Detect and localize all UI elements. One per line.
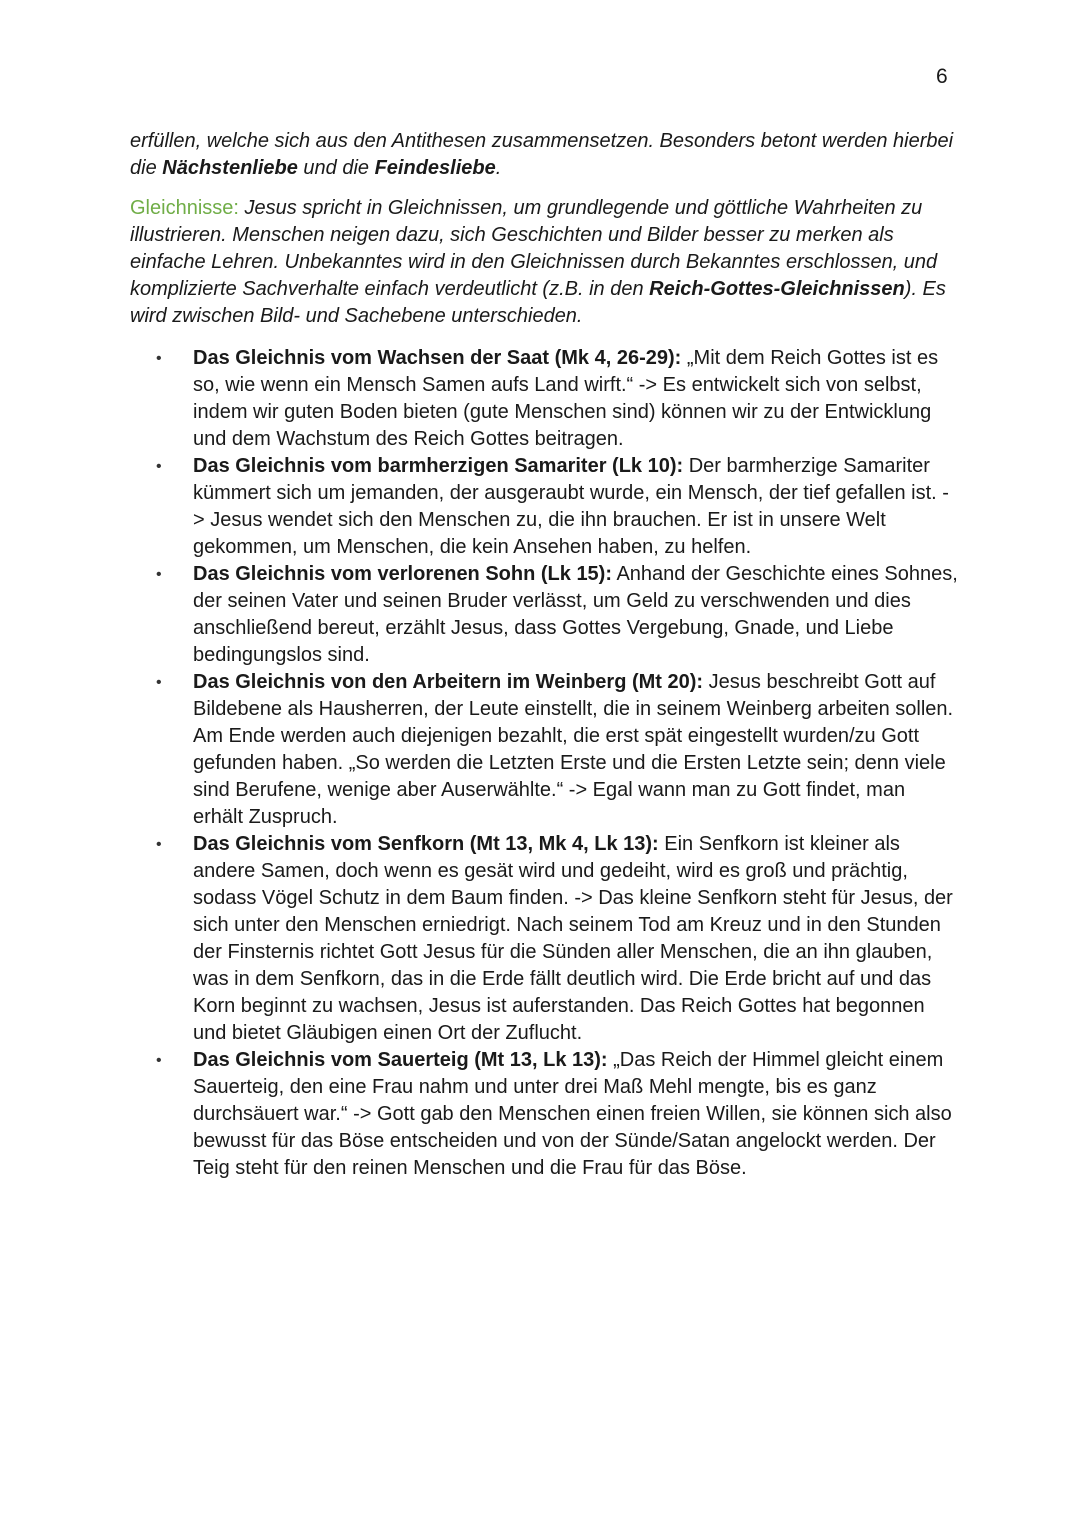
parable-title: Das Gleichnis vom Sauerteig (Mt 13, Lk 13): bbox=[193, 1049, 608, 1071]
parable-title: Das Gleichnis vom Senfkorn (Mt 13, Mk 4, Lk 13): bbox=[193, 833, 659, 855]
intro-paragraph bbox=[130, 128, 960, 182]
bullet-icon: • bbox=[156, 674, 162, 691]
parable-text: Ein Senfkorn ist kleiner als andere Samen, doch wenn es gesät wird und gedeiht, wird es groß und prächtig, sodass Vögel Schutz in dem Baum finden. -> Das kleine Senfkorn steht für Jesus, der sich unter den Menschen erniedrigt. Nach seinem Tod am Kreuz und in den Stunden der Finsternis richtet Gott Jesus für die Sünden aller Menschen, die an ihn glauben, was in dem Senfkorn, das in die Erde fällt deutlich wird. Die Erde bricht auf und das Korn beginnt zu wachsen, Jesus ist auferstanden. Das Reich Gottes hat begonnen und bietet Gläubigen einen Ort der Zuflucht. bbox=[193, 833, 953, 1044]
intro-text: erfüllen, welche sich aus den Antithesen zusammensetzen. Besonders betont werden hierbei die bbox=[130, 130, 954, 179]
parable-text: „Mit dem Reich Gottes ist es so, wie wenn ein Mensch Samen aufs Land wirft.“ -> Es entwickelt sich von selbst, indem wir guten Boden bieten (gute Menschen sind) können wir zu der Entwicklung und dem Wachstum des Reich Gottes beitragen. bbox=[193, 347, 939, 450]
list-item bbox=[130, 453, 960, 561]
list-item bbox=[130, 1047, 960, 1182]
intro-bold-feindesliebe: Feindesliebe bbox=[374, 157, 496, 179]
page-body bbox=[130, 128, 960, 1182]
intro-bold-naechstenliebe: Nächstenliebe bbox=[162, 157, 298, 179]
list-item bbox=[130, 345, 960, 453]
intro-text: und die bbox=[297, 157, 375, 179]
parable-text: Jesus beschreibt Gott auf Bildebene als Hausherren, der Leute einstellt, die in seinem Weinberg arbeiten sollen. Am Ende werden auch diejenigen bezahlt, die erst spät eingestellt wurden/zu Gott gefunden haben. „So werden die Letzten Erste und die Ersten Letzte sein; denn viele sind Berufene, wenige aber Auserwählte.“ -> Egal wann man zu Gott findet, man erhält Zuspruch. bbox=[193, 671, 954, 828]
bullet-icon: • bbox=[156, 1052, 162, 1069]
section-label: Gleichnisse: bbox=[130, 197, 239, 219]
bullet-icon: • bbox=[156, 566, 162, 583]
bullet-icon: • bbox=[156, 350, 162, 367]
parables-intro-text: ). Es wird zwischen Bild- und Sachebene unterschieden. bbox=[130, 278, 946, 327]
list-item bbox=[130, 561, 960, 669]
parables-list bbox=[130, 345, 960, 1182]
list-item bbox=[130, 669, 960, 831]
parables-intro-paragraph bbox=[130, 195, 960, 330]
parables-intro-text: Jesus spricht in Gleichnissen, um grundlegende und göttliche Wahrheiten zu illustrieren. Menschen neigen dazu, sich Geschichten und Bilder besser zu merken als einfache Lehren. Unbekanntes wird in den Gleichnissen durch Bekanntes erschlossen, und komplizierte Sachverhalte einfach verdeutlicht (z.B. in den bbox=[130, 197, 938, 300]
bullet-icon: • bbox=[156, 836, 162, 853]
intro-text: . bbox=[495, 157, 502, 179]
page-number: 6 bbox=[936, 65, 948, 88]
parable-text: Anhand der Geschichte eines Sohnes, der seinen Vater und seinen Bruder verlässt, um Geld zu verschwenden und dies anschließend bereut, erzählt Jesus, dass Gottes Vergebung, Gnade, und Liebe bedingungslos sind. bbox=[193, 563, 958, 666]
parable-title: Das Gleichnis vom Wachsen der Saat (Mk 4, 26-29): bbox=[193, 347, 682, 369]
parable-title: Das Gleichnis vom verlorenen Sohn (Lk 15): bbox=[193, 563, 613, 585]
list-item bbox=[130, 831, 960, 1047]
parables-intro-bold: Reich-Gottes-Gleichnissen bbox=[649, 278, 905, 300]
parable-text: Der barmherzige Samariter kümmert sich um jemanden, der ausgeraubt wurde, ein Mensch, der tief gefallen ist. -> Jesus wendet sich den Menschen zu, die ihn brauchen. Er ist in unsere Welt gekommen, um Menschen, die kein Ansehen haben, zu helfen. bbox=[193, 455, 949, 558]
parable-title: Das Gleichnis von den Arbeitern im Weinberg (Mt 20): bbox=[193, 671, 704, 693]
parable-text: „Das Reich der Himmel gleicht einem Sauerteig, den eine Frau nahm und unter drei Maß Mehl mengte, bis es ganz durchsäuert war.“ -> Gott gab den Menschen einen freien Willen, sie können sich also bewusst für das Böse entscheiden und von der Sünde/Satan angelockt werden. Der Teig steht für den reinen Menschen und die Frau für das Böse. bbox=[193, 1049, 952, 1179]
parable-title: Das Gleichnis vom barmherzigen Samariter (Lk 10): bbox=[193, 455, 684, 477]
bullet-icon: • bbox=[156, 458, 162, 475]
